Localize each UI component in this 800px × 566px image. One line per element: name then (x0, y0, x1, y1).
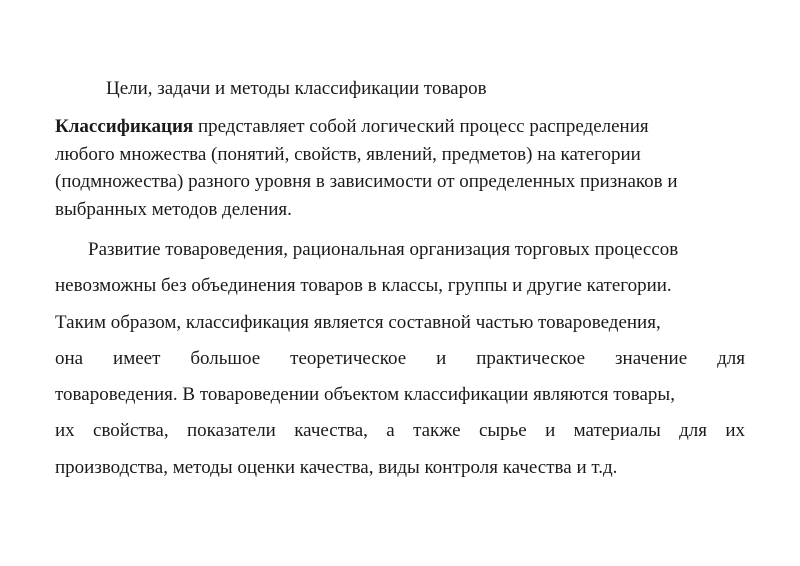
definition-line (55, 113, 755, 141)
paragraph-line: производства, методы оценки качества, виды контроля качества и т.д. (55, 456, 618, 478)
definition-term: Классификация (55, 116, 194, 137)
paragraph-line: Развитие товароведения, рациональная организация торговых процессов (88, 239, 679, 260)
definition-text: представляет собой логический процесс распределения (193, 116, 649, 137)
paragraph-line: она имеет большое теоретическое и практическое значение для (55, 347, 745, 369)
definition-line: выбранных методов деления. (55, 198, 292, 220)
paragraph-line: Таким образом, классификация является составной частью товароведения, (55, 311, 661, 333)
paragraph-line: товароведения. В товароведении объектом классификации являются товары, (55, 384, 675, 406)
paragraph-line: невозможны без объединения товаров в классы, группы и другие категории. (55, 275, 672, 297)
definition-line: (подмножества) разного уровня в зависимости от определенных признаков и (55, 171, 678, 192)
definition-line: любого множества (понятий, свойств, явлений, предметов) на категории (55, 143, 641, 165)
body-paragraph (55, 232, 745, 486)
paragraph-line: их свойства, показатели качества, а также сырье и материалы для их (55, 420, 745, 442)
document-title: Цели, задачи и методы классификации товаров (106, 78, 487, 99)
definition-paragraph (55, 113, 755, 223)
